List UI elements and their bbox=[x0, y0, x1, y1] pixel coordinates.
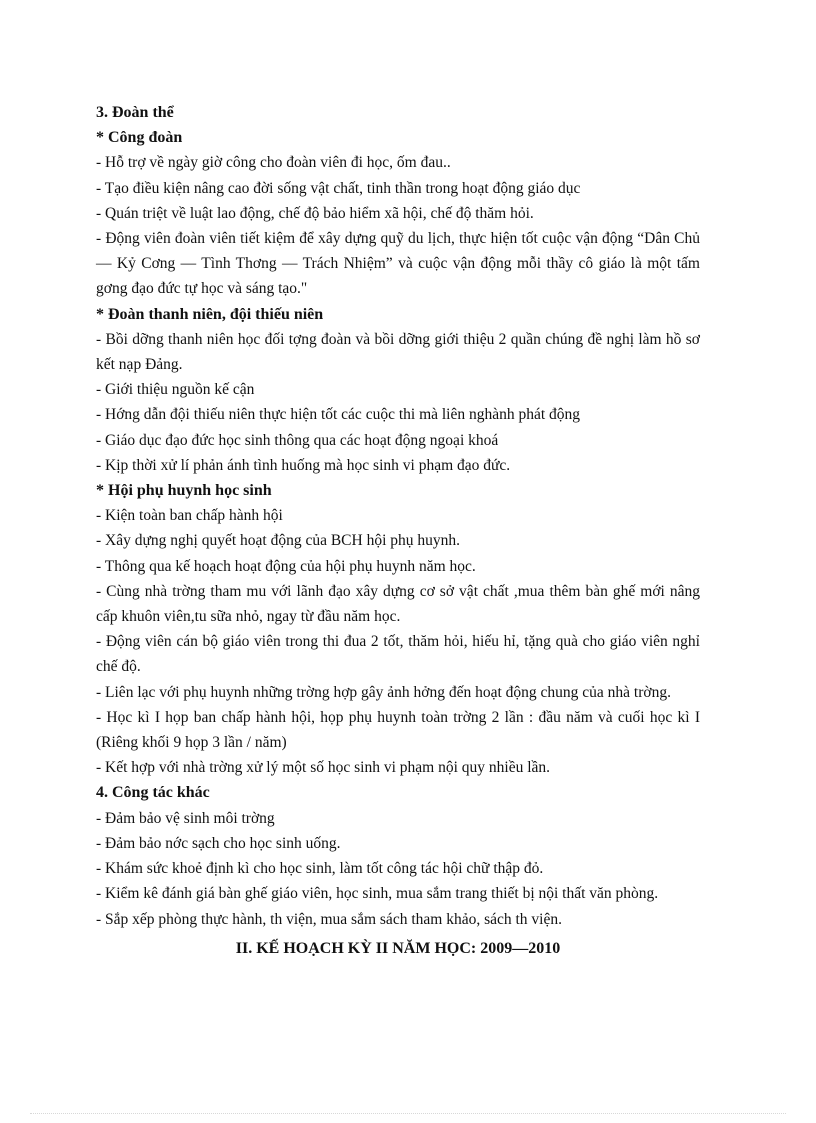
subheading-hoi-phu-huynh: * Hội phụ huynh học sinh bbox=[96, 482, 272, 500]
section-title-ke-hoach-ky-ii: II. KẾ HOẠCH KỲ II NĂM HỌC: 2009—2010 bbox=[235, 939, 561, 957]
list-item: - Học kì I họp ban chấp hành hội, họp phụ huynh toàn trờng 2 lần : đầu năm và cuối học kì I (Riêng khối 9 họp 3 lần / năm) bbox=[96, 708, 700, 752]
list-item: - Kịp thời xử lí phản ánh tình huống mà học sinh vi phạm đạo đức. bbox=[96, 456, 511, 474]
list-item: - Tạo điều kiện nâng cao đời sống vật chất, tinh thần trong hoạt động giáo dục bbox=[96, 179, 581, 197]
list-item: - Đảm bảo nớc sạch cho học sinh uống. bbox=[96, 834, 341, 852]
list-item: - Động viên cán bộ giáo viên trong thi đua 2 tốt, thăm hỏi, hiếu hỉ, tặng quà cho giáo viên nghỉ chế độ. bbox=[96, 633, 700, 676]
list-item: - Quán triệt về luật lao động, chế độ bảo hiểm xã hội, chế độ thăm hỏi. bbox=[96, 204, 534, 222]
list-item: - Kiểm kê đánh giá bàn ghế giáo viên, học sinh, mua sắm trang thiết bị nội thất văn phòng. bbox=[96, 885, 659, 903]
list-item: - Kết hợp với nhà trờng xử lý một số học sinh vi phạm nội quy nhiều lần. bbox=[96, 759, 551, 777]
list-item: - Đảm bảo vệ sinh môi trờng bbox=[96, 809, 275, 827]
list-item: - Thông qua kế hoạch hoạt động của hội phụ huynh năm học. bbox=[96, 557, 476, 575]
list-item: - Liên lạc với phụ huynh những trờng hợp gây ảnh hởng đến hoạt động chung của nhà trờng. bbox=[96, 683, 671, 701]
page-bottom-rule bbox=[30, 1113, 786, 1114]
list-item: - Cùng nhà trờng tham mu với lãnh đạo xây dựng cơ sở vật chất ,mua thêm bàn ghế mới nâng cấp khuôn viên,tu sữa nhỏ, ngay từ đầu năm học. bbox=[96, 582, 700, 626]
section-heading-cong-tac-khac: 4. Công tác khác bbox=[96, 784, 210, 802]
section-heading-doan-the: 3. Đoàn thể bbox=[96, 104, 174, 121]
list-item: - Hỗ trợ về ngày giờ công cho đoàn viên đi học, ốm đau.. bbox=[96, 154, 451, 172]
list-item: - Động viên đoàn viên tiết kiệm để xây dựng quỹ du lịch, thực hiện tốt cuộc vận động “Dân Chủ — Kỷ Cơng — Tình Thơng — Trách Nhiệm” và cuộc vận động mỗi thầy cô giáo là một tấm gơng đạo đức tự học và sáng tạo." bbox=[96, 230, 700, 298]
list-item: - Khám sức khoẻ định kì cho học sinh, làm tốt công tác hội chữ thập đỏ. bbox=[96, 860, 544, 878]
document-body bbox=[96, 100, 700, 961]
list-item: - Giáo dục đạo đức học sinh thông qua các hoạt động ngoại khoá bbox=[96, 431, 499, 449]
subheading-cong-doan: * Công đoàn bbox=[96, 129, 183, 147]
list-item: - Hớng dẫn đội thiếu niên thực hiện tốt các cuộc thi mà liên nghành phát động bbox=[96, 406, 581, 424]
list-item: - Kiện toàn ban chấp hành hội bbox=[96, 507, 283, 525]
subheading-doan-thanh-nien: * Đoàn thanh niên, đội thiếu niên bbox=[96, 305, 324, 323]
list-item: - Xây dựng nghị quyết hoạt động của BCH hội phụ huynh. bbox=[96, 532, 461, 550]
list-item: - Sắp xếp phòng thực hành, th viện, mua sắm sách tham khảo, sách th viện. bbox=[96, 910, 562, 928]
list-item: - Giới thiệu nguồn kế cận bbox=[96, 381, 255, 399]
list-item: - Bồi dỡng thanh niên học đối tợng đoàn và bồi dỡng giới thiệu 2 quần chúng đề nghị làm hồ sơ kết nạp Đảng. bbox=[96, 330, 700, 374]
